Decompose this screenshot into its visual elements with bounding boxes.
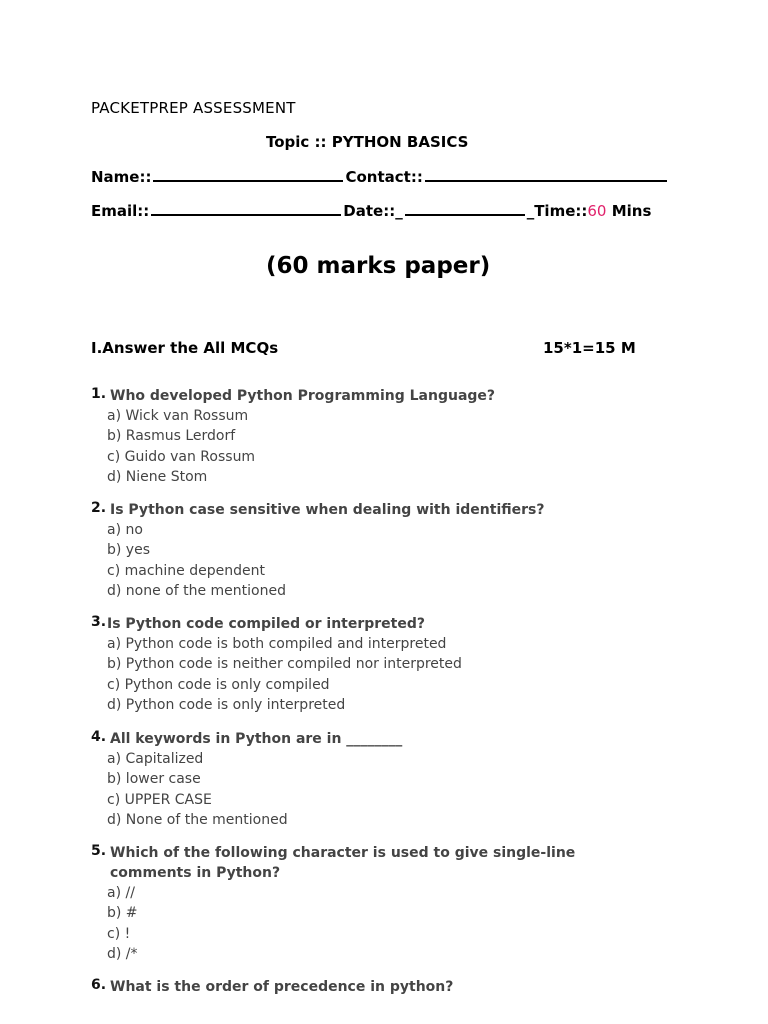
name-contact-row	[91, 168, 669, 186]
question-5	[91, 843, 636, 964]
question-2	[91, 500, 651, 601]
option-b: b) lower case	[107, 771, 201, 788]
option-d: d) Python code is only interpreted	[107, 696, 346, 713]
section-title: I.Answer the All MCQs	[91, 339, 279, 357]
organization-title: PACKETPREP ASSESSMENT	[91, 99, 296, 117]
paper-marks-title: (60 marks paper)	[266, 253, 491, 279]
option-b: b) #	[107, 905, 138, 922]
email-date-time-row	[91, 202, 651, 220]
option-c: c) Guido van Rossum	[107, 448, 256, 465]
option-a: a) Wick van Rossum	[107, 408, 249, 424]
question-number: 4.	[91, 729, 107, 745]
option-d: d) None of the mentioned	[107, 811, 288, 828]
question-6	[91, 977, 651, 997]
question-number: 1.	[91, 386, 107, 402]
option-d: d) none of the mentioned	[107, 582, 286, 599]
option-b: b) Python code is neither compiled nor interpreted	[107, 656, 462, 673]
topic-heading: Topic :: PYTHON BASICS	[266, 133, 469, 151]
email-blank-line	[151, 213, 341, 216]
option-c: c) machine dependent	[107, 562, 265, 579]
option-a: a) Python code is both compiled and interpreted	[107, 636, 447, 652]
option-a: a) //	[107, 885, 135, 901]
date-blank-line	[405, 213, 525, 216]
question-text: Who developed Python Programming Language?	[110, 388, 496, 404]
question-text: What is the order of precedence in python?	[110, 979, 454, 995]
name-label: Name::	[91, 168, 152, 186]
name-blank-line	[153, 179, 343, 182]
question-4	[91, 729, 651, 830]
question-text: All keywords in Python are in ________	[110, 731, 403, 747]
question-number: 5.	[91, 843, 107, 859]
option-a: a) no	[107, 522, 143, 538]
question-number: 3.	[91, 614, 107, 630]
option-a: a) Capitalized	[107, 751, 204, 767]
date-label: Date::_	[343, 202, 403, 220]
section-marks: 15*1=15 M	[543, 339, 636, 357]
option-b: b) Rasmus Lerdorf	[107, 428, 236, 445]
question-3	[91, 614, 651, 715]
option-d: d) Niene Stom	[107, 468, 208, 485]
option-c: c) UPPER CASE	[107, 791, 212, 808]
time-unit: Mins	[606, 202, 652, 220]
question-text: Is Python code compiled or interpreted?	[107, 616, 426, 632]
question-text: Is Python case sensitive when dealing with identifiers?	[110, 502, 545, 518]
contact-blank-line	[425, 179, 667, 182]
question-1	[91, 386, 651, 487]
option-d: d) /*	[107, 945, 138, 962]
question-number: 6.	[91, 977, 107, 993]
question-number: 2.	[91, 500, 107, 516]
email-label: Email::	[91, 202, 150, 220]
option-c: c) Python code is only compiled	[107, 676, 330, 693]
contact-label: Contact::	[345, 168, 423, 186]
question-text: Which of the following character is used to give single-line comments in Python?	[110, 845, 576, 881]
option-c: c) !	[107, 925, 131, 942]
option-b: b) yes	[107, 542, 150, 559]
time-label: _Time::	[526, 202, 588, 220]
time-value: 60	[587, 202, 607, 220]
